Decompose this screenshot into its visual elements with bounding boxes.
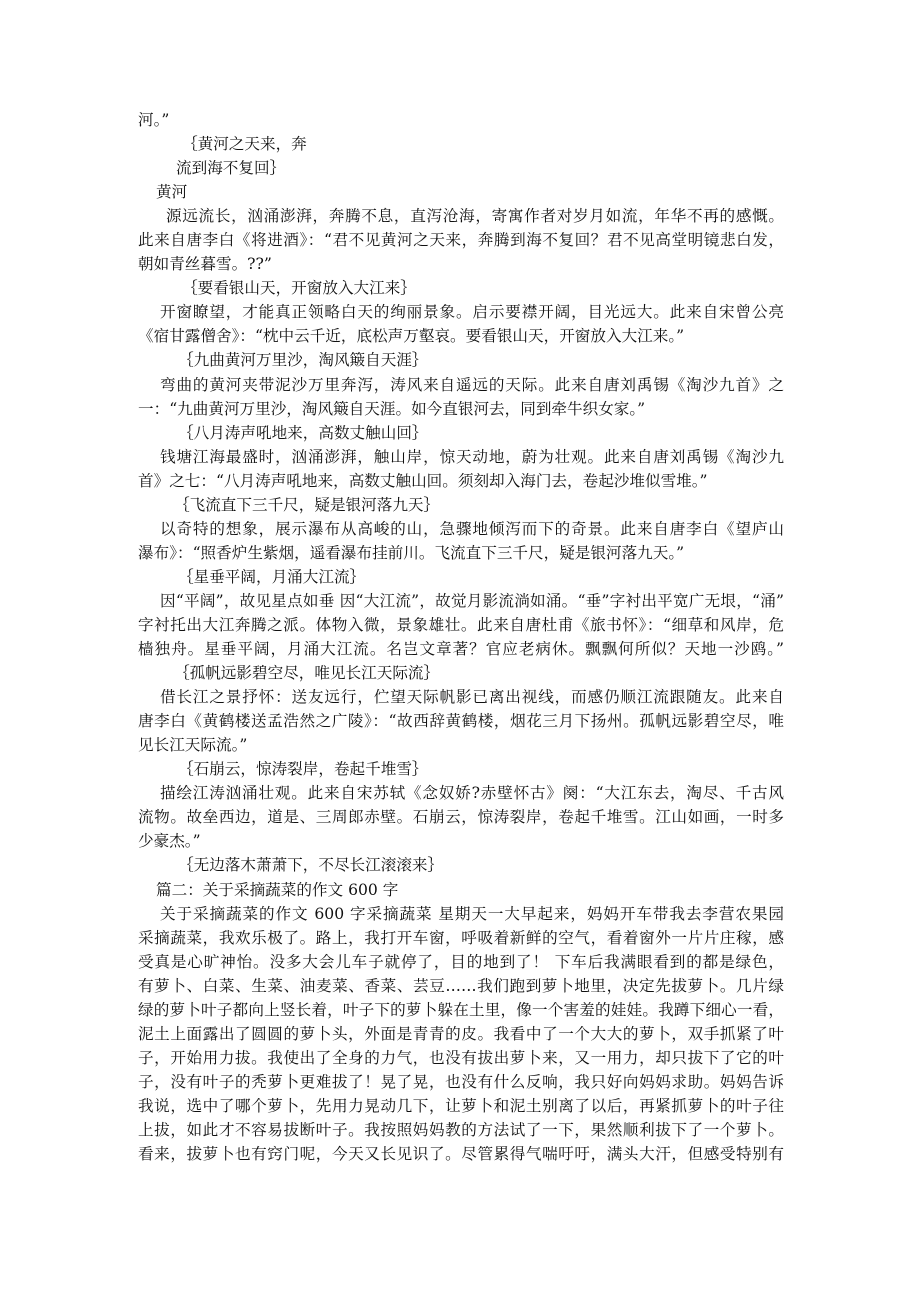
heading-line: 流到海不复回｝ [176, 159, 286, 178]
text-line: 此来自唐李白《将进酒》：“君不见黄河之天来，奔腾到海不复回？君不见高堂明镜悲白发， [138, 231, 784, 250]
text-line: 流物。故垒西边，道是、三周郎赤壁。石崩云，惊涛裂岸，卷起千堆雪。江山如画，一时多 [138, 808, 784, 827]
section-title: 篇二：关于采摘蔬菜的作文 600 字 [156, 880, 399, 899]
heading-line: ｛八月涛声吼地来，高数丈触山回｝ [178, 423, 428, 442]
text-line: 一：“九曲黄河万里沙，淘风簸自天涯。如今直银河去，同到牵牛织女家。” [138, 399, 646, 418]
text-line: 借长江之景抒怀：送友远行，伫望天际帆影已离出视线，而感仍顺江流跟随友。此来自 [160, 688, 784, 707]
text-line: 描绘江涛汹涌壮观。此来自宋苏轼《念奴娇?赤壁怀古》阕：“大江东去，淘尽、千古风 [160, 784, 784, 803]
text-line: 唐李白《黄鹤楼送孟浩然之广陵》：“故西辞黄鹤楼，烟花三月下扬州。孤帆远影碧空尽，唯 [138, 712, 784, 731]
heading-line: 黄河 [156, 183, 188, 202]
heading-line: ｛飞流直下三千尺，疑是银河落九天｝ [174, 495, 440, 514]
heading-line: ｛黄河之天来，奔 [182, 135, 307, 154]
heading-line: ｛九曲黄河万里沙，淘风簸自天涯｝ [178, 351, 428, 370]
heading-line: ｛要看银山天，开窗放入大江来｝ [182, 279, 416, 298]
document-page [138, 108, 784, 1166]
text-line: 因“平阔”，故见星点如垂 因“大江流”，故觉月影流淌如涌。“垂”字衬出平宽广无垠，“涌” [160, 591, 784, 610]
text-line: 樯独舟。星垂平阔，月涌大江流。名岂文章著？官应老病休。飘飘何所似？天地一沙鸥。” [138, 640, 784, 659]
heading-line: ｛孤帆远影碧空尽，唯见长江天际流｝ [174, 664, 440, 683]
text-line: 上拔，如此才不容易拔断叶子。我按照妈妈教的方法试了一下，果然顺利拔下了一个萝卜。 [138, 1120, 784, 1139]
text-line: 源远流长，汹涌澎湃，奔腾不息，直泻沧海，寄寓作者对岁月如流，年华不再的感慨。 [166, 207, 784, 226]
text-line: 《宿甘露僧舍》：“枕中云千近，底松声万壑哀。要看银山天，开窗放入大江来。” [138, 327, 685, 346]
heading-line: ｛星垂平阔，月涌大江流｝ [178, 567, 366, 586]
text-line: 有萝卜、白菜、生菜、油麦菜、香菜、芸豆……我们跑到萝卜地里，决定先拔萝卜。几片绿 [138, 976, 784, 995]
text-line: 子，没有叶子的秃萝卜更难拔了！晃了晃，也没有什么反响，我只好向妈妈求助。妈妈告诉 [138, 1072, 784, 1091]
text-line: 子，开始用力拔。我使出了全身的力气，也没有拔出萝卜来，又一用力，却只拔下了它的叶 [138, 1048, 784, 1067]
text-line: 朝如青丝暮雪。??” [138, 255, 272, 274]
text-line: 河。” [138, 111, 170, 129]
text-line: 受真是心旷神怡。没多大会儿车子就停了，目的地到了！ 下车后我满眼看到的都是绿色， [138, 952, 784, 971]
text-line: 绿的萝卜叶子都向上竖长着，叶子下的萝卜躲在土里，像一个害羞的娃娃。我蹲下细心一看， [138, 1000, 784, 1019]
text-line: 见长江天际流。” [138, 736, 248, 755]
text-line: 我说，选中了哪个萝卜，先用力晃动几下，让萝卜和泥土别离了以后，再紧抓萝卜的叶子往 [138, 1096, 784, 1115]
heading-line: ｛石崩云，惊涛裂岸，卷起千堆雪｝ [178, 760, 428, 779]
text-line: 以奇特的想象，展示瀑布从高峻的山，急骤地倾泻而下的奇景。此来自唐李白《望庐山 [160, 519, 784, 538]
text-line: 泥土上面露出了圆圆的萝卜头，外面是青青的皮。我看中了一个大大的萝卜，双手抓紧了叶 [138, 1024, 784, 1043]
text-line: 字衬托出大江奔腾之派。体物入微，景象雄壮。此来自唐杜甫《旅书怀》：“细草和风岸，危 [138, 615, 784, 634]
heading-line: ｛无边落木萧萧下，不尽长江滚滚来｝ [178, 856, 444, 875]
text-line: 少豪杰。” [138, 832, 201, 851]
text-line: 开窗瞭望，才能真正领略白天的绚丽景象。启示要襟开阔，目光远大。此来自宋曾公亮 [160, 303, 784, 322]
text-line: 看来，拔萝卜也有窍门呢，今天又长见识了。尽管累得气喘吁吁，满头大汗，但感受特别有 [138, 1145, 784, 1164]
text-line: 瀑布》：“照香炉生紫烟，遥看瀑布挂前川。飞流直下三千尺，疑是银河落九天。” [138, 543, 685, 562]
text-line: 钱塘江海最盛时，汹涌澎湃，触山岸，惊天动地，蔚为壮观。此来自唐刘禹锡《淘沙九 [160, 447, 784, 466]
text-line: 弯曲的黄河夹带泥沙万里奔泻，涛风来自遥远的天际。此来自唐刘禹锡《淘沙九首》之 [160, 375, 784, 394]
text-line: 首》之七：“八月涛声吼地来，高数丈触山回。须刻却入海门去，卷起沙堆似雪堆。” [138, 471, 708, 490]
text-line: 采摘蔬菜，我欢乐极了。路上，我打开车窗，呼吸着新鲜的空气，看着窗外一片片庄稼，感 [138, 928, 784, 947]
text-line: 关于采摘蔬菜的作文 600 字采摘蔬菜 星期天一大早起来，妈妈开车带我去李营农果园 [160, 904, 784, 923]
